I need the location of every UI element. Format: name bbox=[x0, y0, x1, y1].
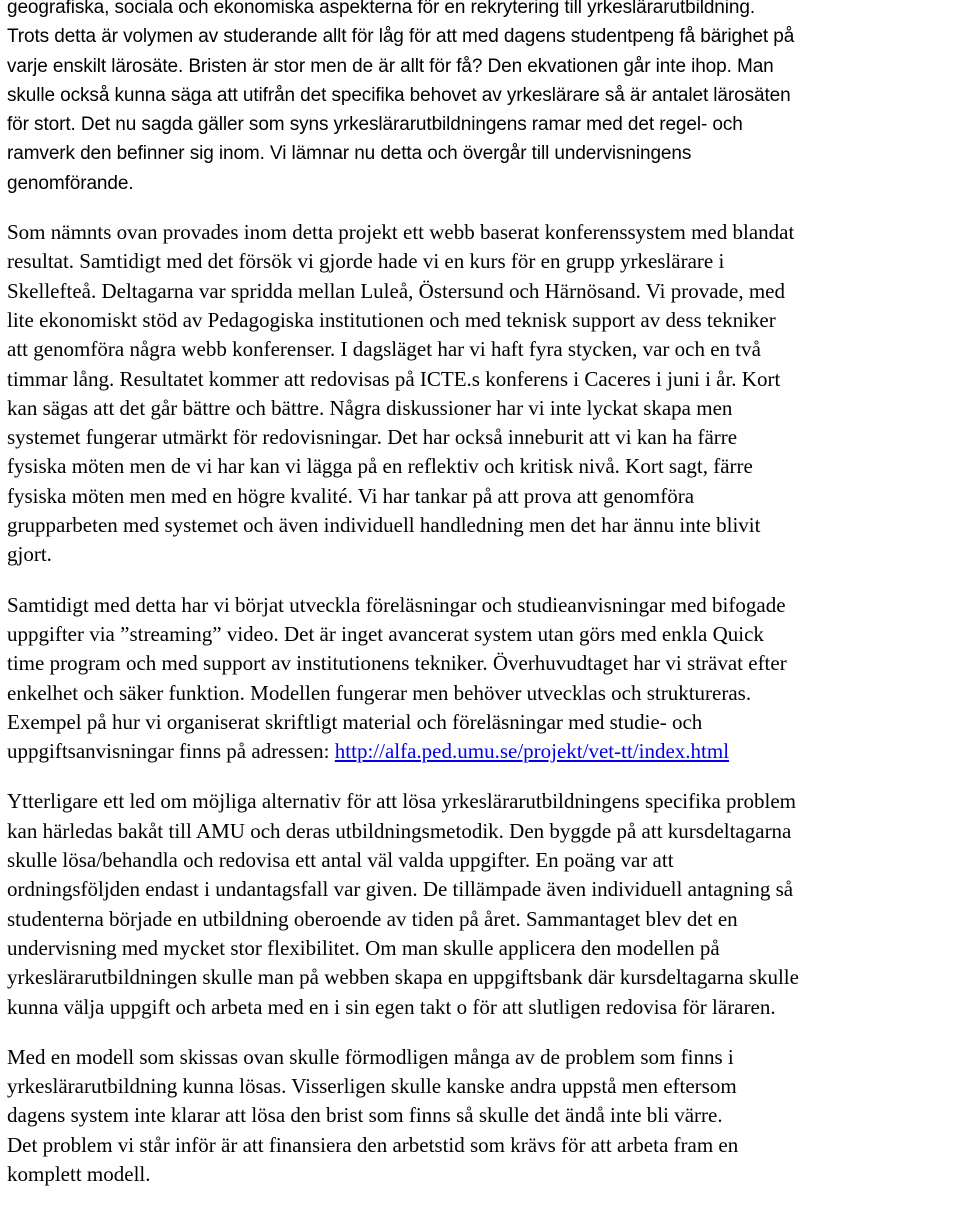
text-line: kan sägas att det går bättre och bättre. Några diskussioner har vi inte lyckat skapa men bbox=[7, 395, 733, 420]
text-line: yrkeslärarutbildning kunna lösas. Visserligen skulle kanske andra uppstå men eftersom bbox=[7, 1074, 737, 1099]
text-line: uppgifter via ”streaming” video. Det är inget avancerat system utan görs med enkla Quick bbox=[7, 621, 764, 646]
text-line: Det problem vi står inför är att finansiera den arbetstid som krävs för att arbeta fram en bbox=[7, 1132, 739, 1157]
paragraph-conclusion bbox=[7, 1043, 957, 1189]
paragraph-recruitment bbox=[7, 0, 957, 198]
text-line: yrkeslärarutbildningen skulle man på webben skapa en uppgiftsbank där kursdeltagarna skulle bbox=[7, 965, 799, 990]
text-line: kunna välja uppgift och arbeta med en i sin egen takt o för att slutligen redovisa för läraren. bbox=[7, 994, 776, 1019]
paragraph-streaming-video bbox=[7, 591, 957, 767]
text-line: grupparbeten med systemet och även individuell handledning men det har ännu inte blivit bbox=[7, 513, 761, 538]
text-line: för stort. Det nu sagda gäller som syns yrkeslärarutbildningens ramar med det regel- och bbox=[7, 114, 743, 136]
text-line: kan härledas bakåt till AMU och deras utbildningsmetodik. Den byggde på att kursdeltagarna bbox=[7, 818, 792, 843]
paragraph-spacer bbox=[7, 198, 957, 218]
text-line: ramverk den befinner sig inom. Vi lämnar nu detta och övergår till undervisningens bbox=[7, 143, 692, 165]
text-line: resultat. Samtidigt med det försök vi gjorde hade vi en kurs för en grupp yrkeslärare i bbox=[7, 249, 725, 274]
text-line: systemet fungerar utmärkt för redovisningar. Det har också inneburit att vi kan ha färre bbox=[7, 425, 738, 450]
text-line: Som nämnts ovan provades inom detta projekt ett webb baserat konferenssystem med blandat bbox=[7, 220, 795, 245]
text-line: varje enskilt lärosäte. Bristen är stor men de är allt för få? Den ekvationen går inte ihop. Man bbox=[7, 55, 774, 77]
text-line: Exempel på hur vi organiserat skriftligt material och föreläsningar med studie- och bbox=[7, 709, 703, 734]
text-line: studenterna började en utbildning oberoende av tiden på året. Sammantaget blev det en bbox=[7, 906, 738, 931]
paragraph-spacer bbox=[7, 570, 957, 591]
paragraph-web-conference bbox=[7, 218, 957, 570]
text-line: dagens system inte klarar att lösa den brist som finns så skulle det ändå inte bli värre. bbox=[7, 1103, 723, 1128]
text-line: enkelhet och säker funktion. Modellen fungerar men behöver utvecklas och struktureras. bbox=[7, 680, 752, 705]
text-line: fysiska möten men med en högre kvalité. Vi har tankar på att prova att genomföra bbox=[7, 483, 695, 508]
text-line: geografiska, sociala och ekonomiska aspekterna för en rekrytering till yrkeslärarutbildning. bbox=[7, 0, 756, 18]
text-line: komplett modell. bbox=[7, 1161, 151, 1186]
text-line: Samtidigt med detta har vi börjat utveckla föreläsningar och studieanvisningar med bifogade bbox=[7, 592, 786, 617]
text-line: lite ekonomiskt stöd av Pedagogiska institutionen och med teknisk support av dess tekniker bbox=[7, 307, 776, 332]
paragraph-amu-method bbox=[7, 787, 957, 1021]
paragraph-spacer bbox=[7, 766, 957, 787]
text-line: Trots detta är volymen av studerande allt för låg för att med dagens studentpeng få bärighet på bbox=[7, 26, 795, 48]
text-line: fysiska möten men de vi har kan vi lägga på en reflektiv och kritisk nivå. Kort sagt, färre bbox=[7, 454, 753, 479]
text-line: timmar lång. Resultatet kommer att redovisas på ICTE.s konferens i Caceres i juni i år. Kort bbox=[7, 366, 781, 391]
text-line: undervisning med mycket stor flexibilitet. Om man skulle applicera den modellen på bbox=[7, 935, 720, 960]
project-url-link[interactable]: http://alfa.ped.umu.se/projekt/vet-tt/index.html bbox=[334, 739, 730, 764]
link-prefix-text: uppgiftsanvisningar finns på adressen: bbox=[7, 739, 335, 764]
text-line: Ytterligare ett led om möjliga alternativ för att lösa yrkeslärarutbildningens specifika problem bbox=[7, 789, 796, 814]
text-line-with-link bbox=[7, 737, 957, 766]
text-line: ordningsföljden endast i undantagsfall var given. De tillämpade även individuell antagning så bbox=[7, 877, 794, 902]
text-line: Med en modell som skissas ovan skulle förmodligen många av de problem som finns i bbox=[7, 1044, 734, 1069]
paragraph-spacer bbox=[7, 1022, 957, 1043]
text-line: skulle lösa/behandla och redovisa ett antal väl valda uppgifter. En poäng var att bbox=[7, 848, 674, 873]
text-line: genomförande. bbox=[7, 172, 134, 194]
text-line: gjort. bbox=[7, 542, 52, 567]
document-page bbox=[7, 0, 957, 1189]
text-line: att genomföra några webb konferenser. I dagsläget har vi haft fyra stycken, var och en två bbox=[7, 337, 761, 362]
text-line: time program och med support av institutionens tekniker. Överhuvudtaget har vi strävat efter bbox=[7, 651, 787, 676]
text-line: Skellefteå. Deltagarna var spridda mellan Luleå, Östersund och Härnösand. Vi provade, med bbox=[7, 278, 786, 303]
text-line: skulle också kunna säga att utifrån det specifika behovet av yrkeslärare så är antalet lärosäten bbox=[7, 84, 791, 106]
